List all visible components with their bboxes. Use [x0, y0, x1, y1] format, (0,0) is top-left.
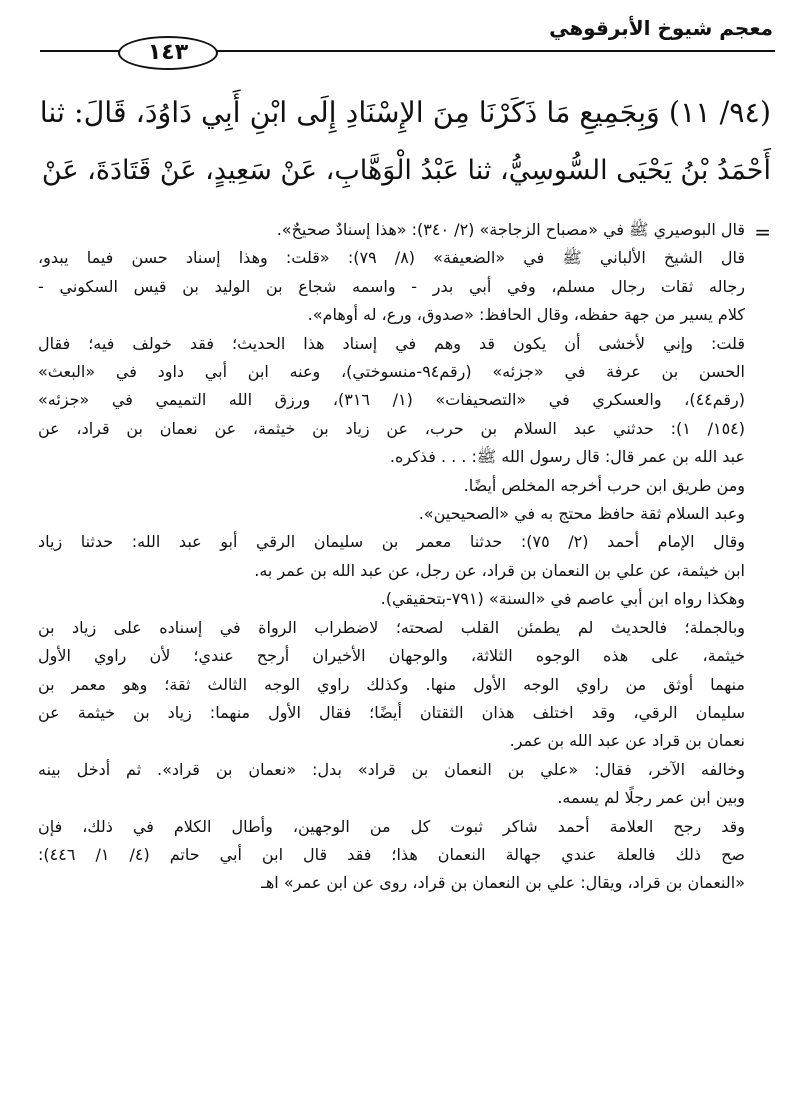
footnote-line: منهما أوثق من راوي الوجه الأول منها. وكذلك راوي الوجه الثالث ثقة؛ وهو معمر بن: [38, 674, 745, 694]
footnote-line: الحسن بن عرفة في «جزئه» (رقم٩٤-منسوختي)، وعنه ابن أبي داود في «البعث»: [38, 362, 745, 382]
footnote-line: كلام يسير من جهة حفظه، وقال الحافظ: «صدوق، ورع، له أوهام».: [307, 305, 745, 325]
footnotes: [38, 216, 745, 898]
footnote-line: قال الشيخ الألباني ﷺ في «الضعيفة» (٨/ ٧٩): «قلت: وهذا إسناد حسن فيما يبدو،: [38, 248, 745, 268]
hadith-line: أَحْمَدُ بْنُ يَحْيَى السُّوسِيُّ، ثنا عَبْدُ الْوَهَّابِ، عَنْ سَعِيدٍ، عَنْ قَتَادَةَ، عَنْ: [41, 155, 771, 186]
footnote-line: سليمان الرقي، وقد اختلف هذان الثقتان أيضًا؛ فقال الأول منهما: زياد بن خيثمة عن: [38, 702, 745, 722]
running-title: معجم شيوخ الأبرقوهي: [549, 16, 773, 40]
footnote-line: وقد رجح العلامة أحمد شاكر ثبوت كل من الوجهين، وأطال الكلام في ذلك، فإن: [38, 816, 745, 836]
footnote-line: عبد الله بن عمر قال: قال رسول الله ﷺ: . . . فذكره.: [389, 447, 745, 467]
footnote-line: خيثمة، على هذه الوجوه الثلاثة، والوجهان الأخيران أرجح عندي؛ لأن راوي الأول: [38, 646, 745, 666]
page-number: ١٤٣: [118, 36, 218, 70]
footnote-line: وعبد السلام ثقة حافظ محتج به في «الصحيحين».: [418, 504, 745, 524]
footnote-line: وهكذا رواه ابن أبي عاصم في «السنة» (٧٩١-بتحقيقي).: [380, 589, 745, 609]
footnote-line: وبين ابن عمر رجلًا لم يسمه.: [557, 788, 745, 808]
footnote-line: وخالفه الآخر، فقال: «علي بن النعمان بن قراد» بدل: «نعمان بن قراد». ثم أدخل بينه: [38, 759, 745, 779]
footnote-line: ابن خيثمة، عن علي بن النعمان بن قراد، عن رجل، عن عبد الله بن عمر به.: [254, 560, 745, 580]
footnote-line: قلت: وإني لأخشى أن يكون قد وهم في إسناد هذا الحديث؛ فقد خولف فيه؛ فقال: [38, 333, 745, 353]
footnote-line: (١٥٤/ ١): حدثني عبد السلام بن حرب، عن زياد بن خيثمة، عن نعمان بن قراد، عن: [38, 418, 745, 438]
footnote-line: صح ذلك فالعلة عندي جهالة النعمان هذا؛ فقد قال ابن أبي حاتم (٤/ ١/ ٤٤٦):: [38, 844, 745, 864]
footnote-line: وقال الإمام أحمد (٢/ ٧٥): حدثنا معمر بن سليمان الرقي أبو عبد الله: حدثنا زياد: [38, 532, 745, 552]
footnote-line: رجاله ثقات رجال مسلم، وفي أبي بدر - واسمه شجاع بن الوليد بن قيس السكوني -: [38, 276, 745, 296]
footnote-line: ومن طريق ابن حرب أخرجه المخلص أيضًا.: [463, 475, 745, 495]
footnote-line: نعمان بن قراد عن عبد الله بن عمر.: [509, 731, 745, 751]
footnote-line: «النعمان بن قراد، ويقال: علي بن النعمان بن قراد، روى عن ابن عمر» اهـ: [261, 873, 745, 893]
hadith-line: (٩٤/ ١١) وَبِجَمِيعِ مَا ذَكَرْنَا مِنَ الإِسْنَادِ إِلَى ابْنِ أَبِي دَاوُدَ، قَالَ: ثنا: [39, 96, 771, 129]
footnote-line: (رقم٤٤)، والعسكري في «التصحيفات» (١/ ٣١٦)، ورزق الله التميمي في «جزئه»: [38, 390, 745, 410]
footnote-line: قال البوصيري ﷺ في «مصباح الزجاجة» (٢/ ٣٤٠): «هذا إسنادٌ صحيحٌ».: [276, 220, 745, 239]
footnote-line: وبالجملة؛ فالحديث لم يطمئن القلب لصحته؛ لاضطراب الرواة في إسناده على زياد بن: [38, 617, 745, 637]
hadith-text: [38, 84, 771, 200]
footnote-continuation-mark: =: [754, 220, 771, 244]
